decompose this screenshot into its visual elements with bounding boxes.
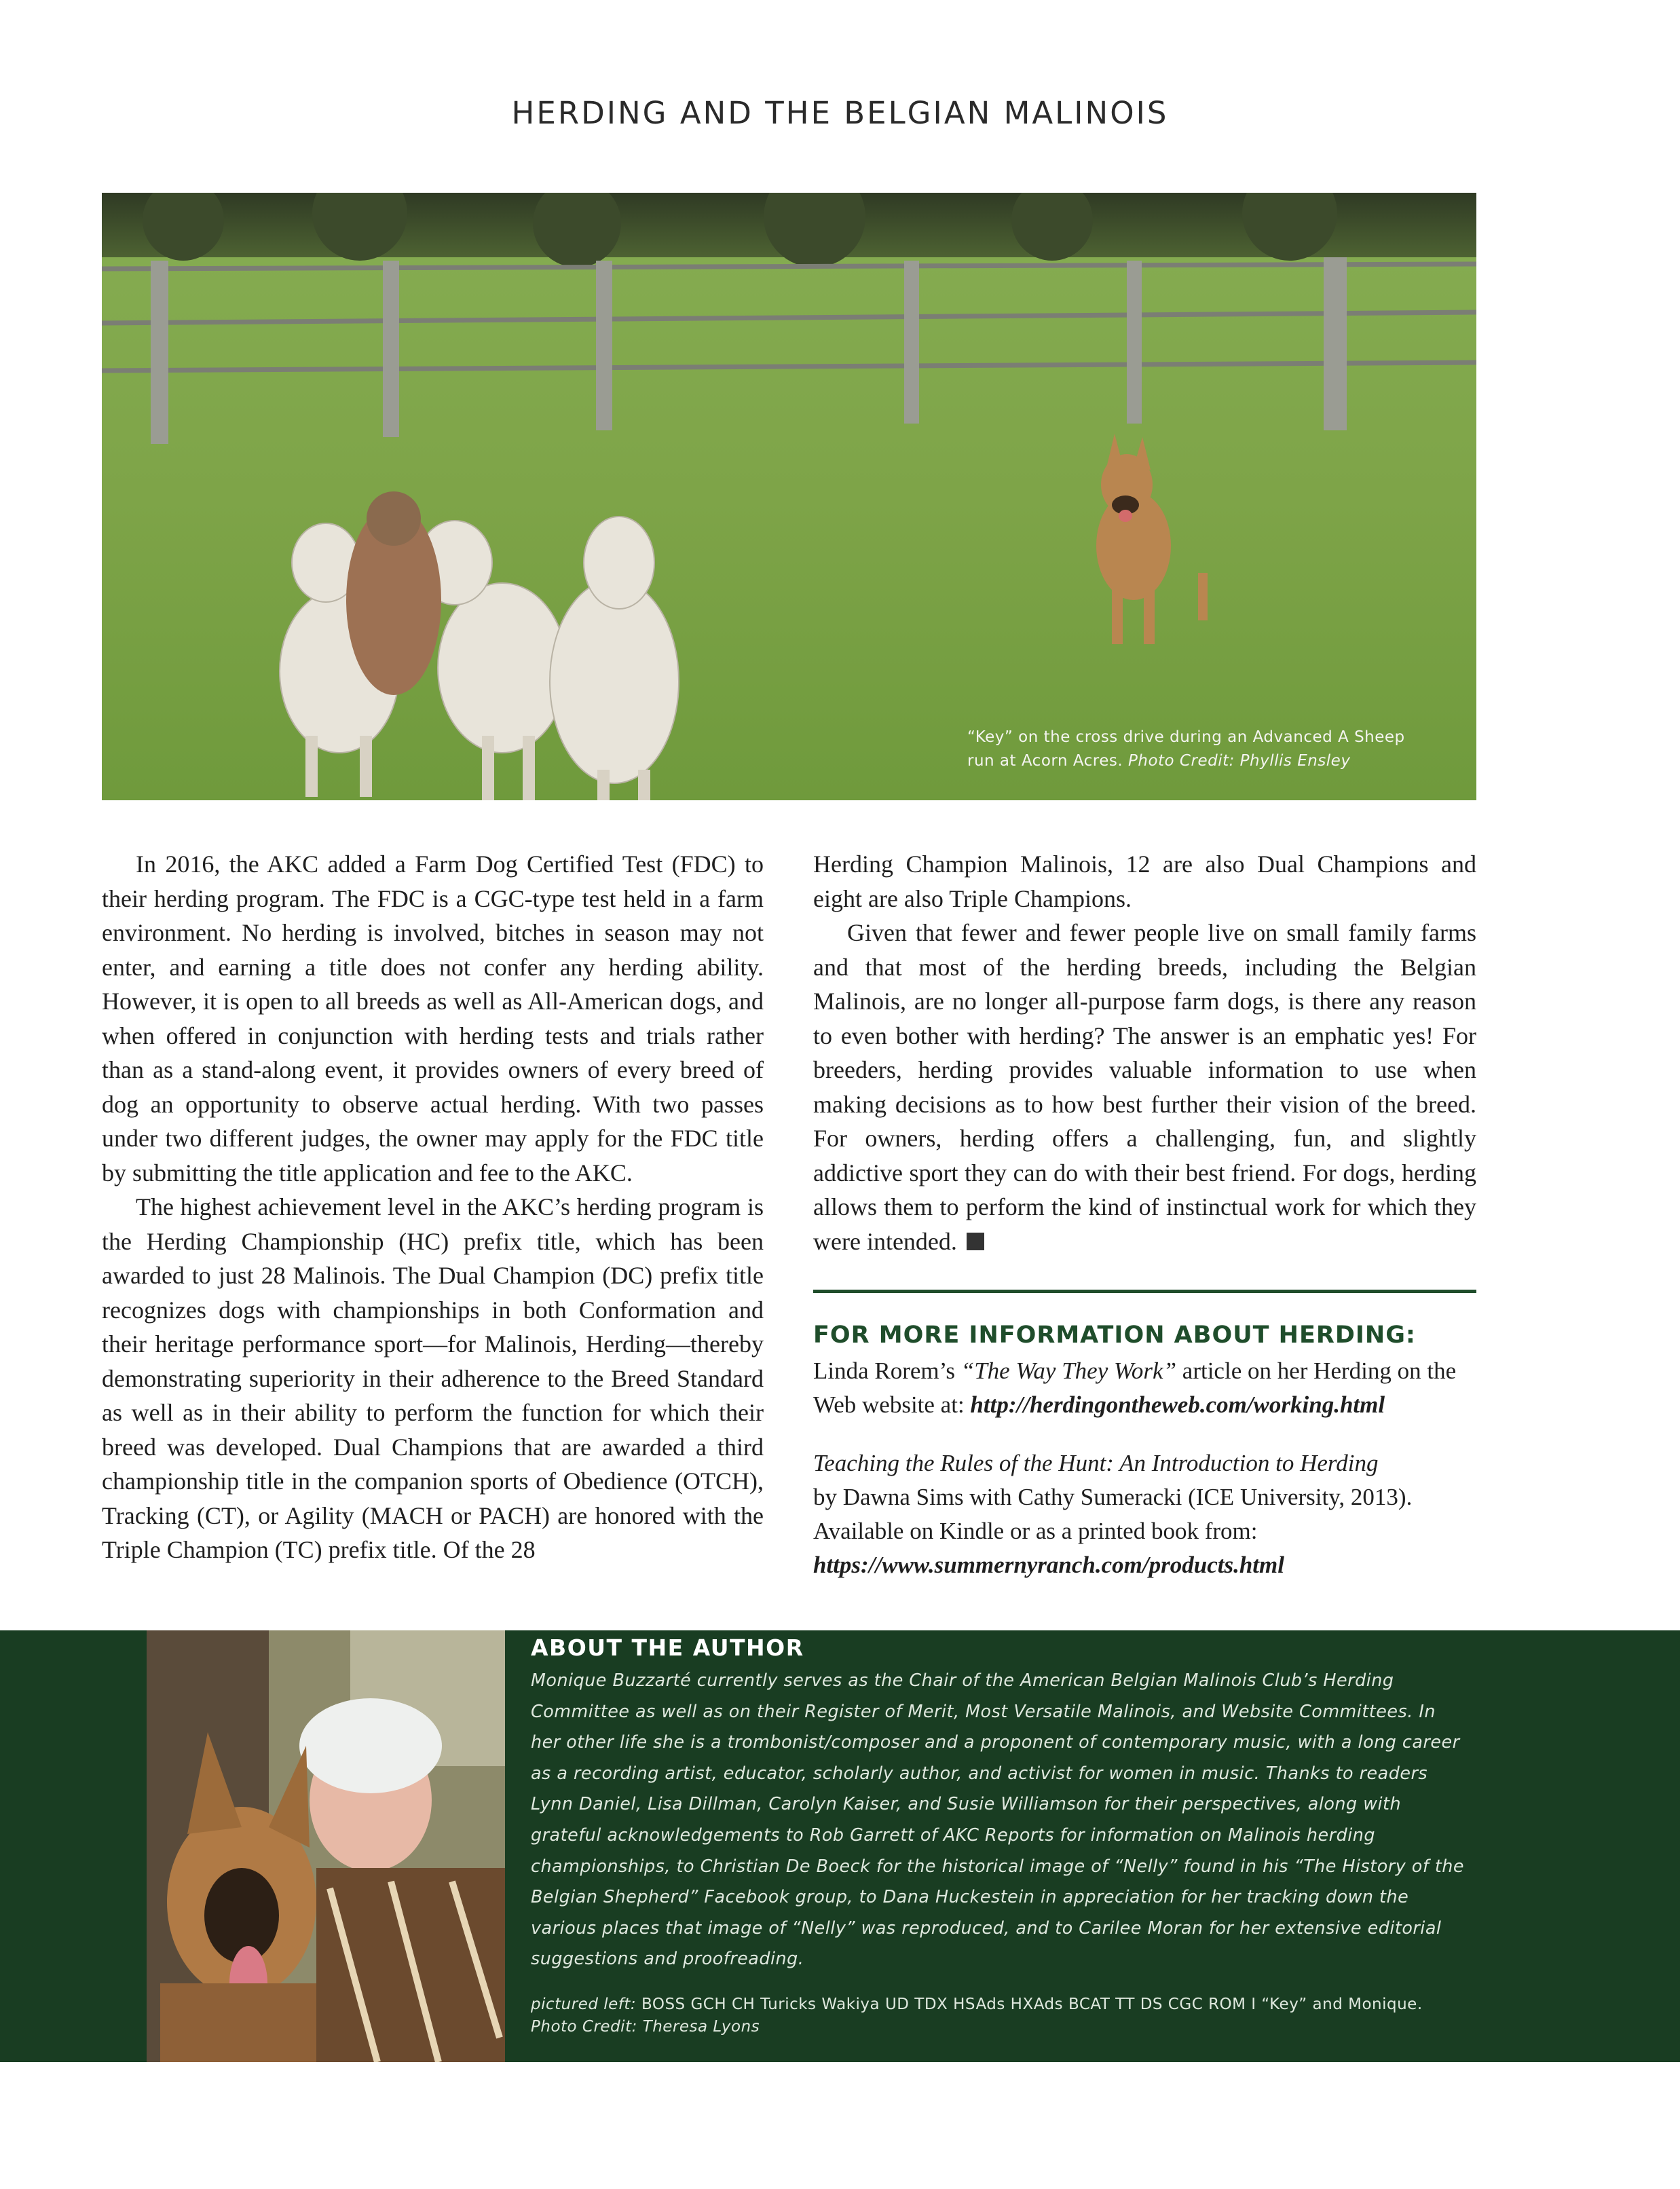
- resource-item: Linda Rorem’s “The Way They Work” article on her Herding on the Web website at: http://herdingontheweb.com/working.html: [813, 1358, 1457, 1418]
- book-title: Teaching the Rules of the Hunt: An Introduction to Herding: [813, 1450, 1379, 1476]
- author-bio: Monique Buzzarté currently serves as the Chair of the American Belgian Malinois Club’s Herding Committee as well as on their Register of Merit, Most Versatile Malinois, and Website Committees. In her other life she is a trombonist/composer and a proponent of contemporary music, with a long career as a recording artist, educator, scholarly author, and activist for women in music. Thanks to readers Lynn Daniel, Lisa Dillman, Carolyn Kaiser, and Susie Williamson for their perspectives, along with grateful acknowledgements to Rob Garrett of AKC Reports for information on Malinois herding championships, to Christian De Boeck for the historical image of “Nelly” found in his “The History of the Belgian Shepherd” Facebook group, to Dana Huckestein in appreciation for her tracking down the various places that image of “Nelly” was reproduced, and to Carilee Moran for her extensive editorial suggestions and proofreading.: [531, 1670, 1465, 1969]
- end-mark-icon: [967, 1233, 984, 1250]
- resource-item: Teaching the Rules of the Hunt: An Introduction to Herding by Dawna Sims with Cathy Sumeracki (ICE University, 2013). Available on Kindle or as a printed book from: https://www.summernyranch.com/products.html: [813, 1450, 1413, 1578]
- body-paragraph: In 2016, the AKC added a Farm Dog Certified Test (FDC) to their herding program. The FDC is a CGC-type test held in a farm environment. No herding is involved, bitches in season may not enter, and earning a title does not confer any herding ability. However, it is open to all breeds as well as All-American dogs, and when offered in conjunction with herding tests and trials rather than as a stand-along event, it provides owners of every breed of dog an opportunity to observe actual herding. With two passes under two different judges, the owner may apply for the FDC title by submitting the title application and fee to the AKC.: [102, 850, 764, 1186]
- section-divider: [813, 1290, 1476, 1293]
- body-paragraph: Given that fewer and fewer people live on small family farms and that most of the herding breeds, including the Belgian Malinois, are no longer all-purpose farm dogs, is there any reason to even bother with herding? The answer is an emphatic yes! For breeders, herding provides valuable information to use when making decisions as to how best further their vision of the breed. For owners, herding offers a challenging, fun, and slightly addictive sport they can do with their best friend. For dogs, herding allows them to perform the kind of instinctual work for which they were intended.: [813, 919, 1476, 1255]
- about-author-heading: ABOUT THE AUTHOR: [531, 1634, 804, 1661]
- article-left-column: [102, 847, 764, 1567]
- resource-link[interactable]: http://herdingontheweb.com/working.html: [970, 1391, 1385, 1418]
- resource-link[interactable]: https://www.summernyranch.com/products.html: [813, 1552, 1284, 1578]
- body-paragraph: Herding Champion Malinois, 12 are also Dual Champions and eight are also Triple Champions.: [813, 850, 1476, 912]
- more-info-heading: FOR MORE INFORMATION ABOUT HERDING:: [813, 1322, 1416, 1349]
- author-photo-credit: pictured left: BOSS GCH CH Turicks Wakiya UD TDX HSAds HXAds BCAT TT DS CGC ROM I “Key” and Monique. Photo Credit: Theresa Lyons: [531, 1995, 1423, 2036]
- body-paragraph: The highest achievement level in the AKC’s herding program is the Herding Championship (HC) prefix title, which has been awarded to just 28 Malinois. The Dual Champion (DC) prefix title recognizes dogs with championships in both Conformation and their heritage performance sport—for Malinois, Herding—thereby demonstrating superiority in their adherence to the Breed Standard as well as in their ability to perform the function for which their breed was developed. Dual Champions that are awarded a third championship title in the companion sports of Obedience (OTCH), Tracking (CT), or Agility (MACH or PACH) are honored with the Triple Champion (TC) prefix title. Of the 28: [102, 1193, 764, 1563]
- about-author: [531, 1634, 1468, 2038]
- herding-photo: [102, 193, 1476, 800]
- page-title: HERDING AND THE BELGIAN MALINOIS: [511, 95, 1169, 131]
- photo-caption: “Key” on the cross drive during an Advanced A Sheep run at Acorn Acres. Photo Credit: Phyllis Ensley: [967, 728, 1405, 770]
- article-right-column: [813, 847, 1476, 1582]
- author-photo: [147, 1630, 505, 2062]
